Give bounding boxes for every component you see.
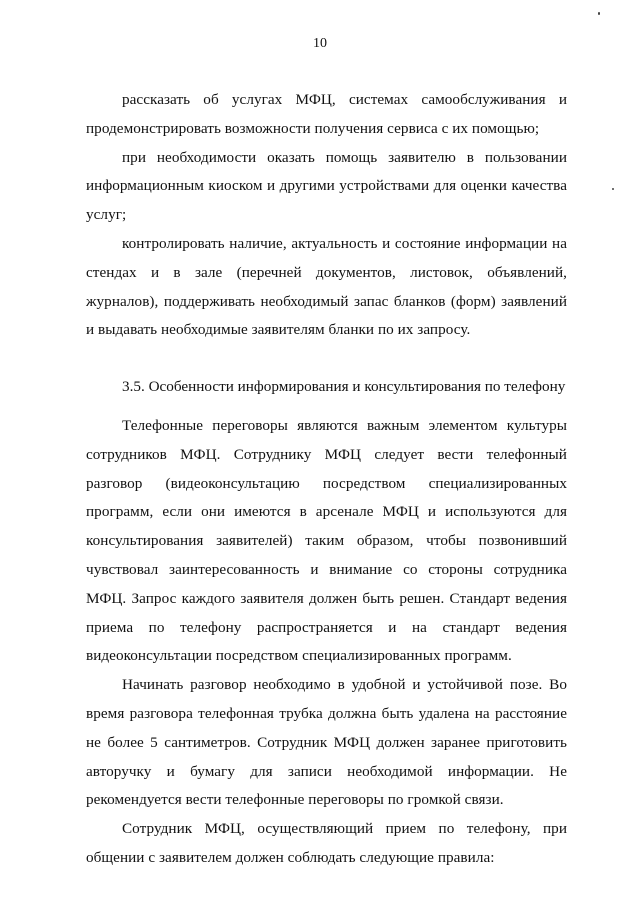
- document-body: [86, 86, 567, 873]
- paragraph-control-information: контролировать наличие, актуальность и состояние информации на стендах и в зале (перечней документов, листовок, объявлений, журналов), поддерживать необходимый запас бланков (форм) заявлений и выдавать необходимые заявителям бланки по их запросу.: [86, 234, 567, 339]
- paragraph-phone-rules: Сотрудник МФЦ, осуществляющий прием по телефону, при общении с заявителем должен соблюдать следующие правила:: [86, 820, 567, 866]
- paragraph-conversation-start: Начинать разговор необходимо в удобной и устойчивой позе. Во время разговора телефонная трубка должна быть удалена на расстояние не более 5 сантиметров. Сотрудник МФЦ должен заранее приготовить авторучку и бумагу для записи необходимой информации. Не рекомендуется вести телефонные переговоры по громкой связи.: [86, 676, 567, 809]
- section-heading: 3.5. Особенности информирования и консультирования по телефону: [122, 378, 566, 396]
- paragraph-phone-culture: Телефонные переговоры являются важным элементом культуры сотрудников МФЦ. Сотруднику МФЦ следует вести телефонный разговор (видеоконсультацию посредством специализированных программ, если они имеются в арсенале МФЦ и используются для консультирования заявителей) таким образом, чтобы позвонивший чувствовал заинтересованность и внимание со стороны сотрудника МФЦ. Запрос каждого заявителя должен быть решен. Стандарт ведения приема по телефону распространяется и на стандарт ведения видеоконсультации посредством специализированных программ.: [86, 416, 567, 665]
- paragraph-tell-services: рассказать об услугах МФЦ, системах самообслуживания и продемонстрировать возможности получения сервиса с их помощью;: [86, 91, 567, 137]
- scan-mark: [612, 188, 614, 190]
- scan-mark: [598, 12, 600, 15]
- page-number: 10: [313, 36, 327, 51]
- paragraph-help-kiosk: при необходимости оказать помощь заявителю в пользовании информационным киоском и другими устройствами для оценки качества услуг;: [86, 148, 567, 224]
